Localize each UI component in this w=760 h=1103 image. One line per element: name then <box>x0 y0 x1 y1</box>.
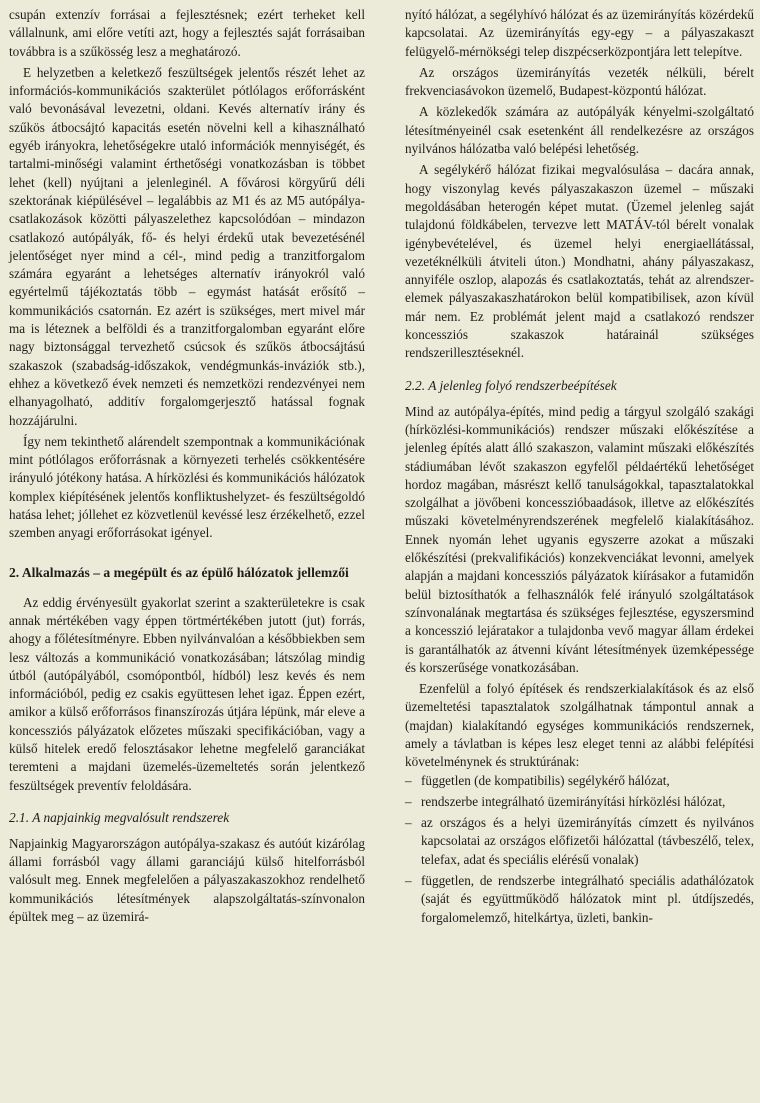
subsection-heading: 2.2. A jelenleg folyó rendszerbeépítések <box>405 377 617 393</box>
list-item <box>405 793 754 811</box>
left-column <box>9 6 365 926</box>
list-dash: – <box>405 772 412 788</box>
paragraph: csupán extenzív forrásai a fejlesztésnek; ezért terheket kell vállalnunk, ami előre vetíti azt, hogy a fejlesztés saját forrásaiban továbbra is a szűkösség lesz a meghatározó. <box>9 7 365 59</box>
paragraph: Ezenfelül a folyó építések és rendszerkialakítások és az első üzemeltetési tapasztalatok szolgálhatnak támpontul annak a (majdan) kialakítandó egységes kommunikációs rendszernek, amely a távlatban is képes lesz eleget tenni az alábbi felépítési követelménynek és struktúrának: <box>405 681 754 770</box>
paragraph: Az eddig érvényesült gyakorlat szerint a szakterületekre is csak annak mértékében vagy éppen törtmértékében jutott (jut) forrás, ahogy a főlétesítményre. Ebben nyilvánvalóan a későbbiekben sem lesz változás a kommunikáció vonatkozásában; látszólag mindig útból (autópályából, csomópontból, hídból) lesz kevés és nem információból, pedig ez csakis együttesen lehet igaz. Éppen ezért, amikor a külső erőforrásos finanszírozás útjára lépünk, már eleve a koncessziós pályázatok előzetes műszaki specifikációban, vagy a külső hitelek eredő felosztásakor lehetne megfelelő garanciákat teremteni a majdani üzemelés-üzemeltetés során jelentkező feszültségek preventív feloldására. <box>9 594 365 793</box>
paragraph: Napjainkig Magyarországon autópálya-szakasz és autóút kizárólag állami forrásból vagy állami garanciájú külső hitelforrásból valósult meg. Ennek megfelelően a pályaszakaszokhoz rendelhető kommunikációs létesítmények alapszolgáltatás-színvonalon épültek meg – az üzemirá- <box>9 835 365 925</box>
paragraph: A közlekedők számára az autópályák kényelmi-szolgáltató létesítményeinél csak esetenként áll rendelkezésre az országos nyilvános hálózatba való belépési lehetőség. <box>405 104 754 157</box>
list-item <box>405 872 754 927</box>
list-item-text: az országos és a helyi üzemirányítás címzett és nyilvános kapcsolatai az országos előfizetői hálózattal (távbeszélő, telex, telefax, adat és speciális elérésű vonalak) <box>421 815 754 867</box>
subsection-heading: 2.1. A napjainkig megvalósult rendszerek <box>9 809 230 825</box>
paragraph: E helyzetben a keletkező feszültségek jelentős részét lehet az információs-kommunikációs szakterület pótlólagos erőforrásként való bevonásával levezetni, oldani. Kevés alternatív irány és szűkös átbocsájtó kapacitás esetén növelni kell a kihasználható egyéb irányokra, lehetőségekre utaló információk mennyiségét, és tartalmi-minőségi valamint érthetőségi vonatkozásban is többet lehet (kell) nyújtani a jelenleginél. A fővárosi körgyűrű déli szektorának kiépülésével – legalábbis az M1 és az M5 autópálya-csatlakozások közötti pályaszelethez kapcsolódóan – mindazon csatlakozó autópályák, fő- és helyi érdekű utak bevezetésénél jelentőséget nyer mind a cél-, mind pedig a tranzitforgalom számára egyaránt a lehetséges alternatív irányokról való egyértelmű tájékoztatás több – egymást hatását erősítő – kommunikációs csatornán. Ez azért is szükséges, mert mivel már ma is léteznek a belföldi és a tranzitforgalomban egyaránt előre nagy biztonsággal tervezhető csúcsok és szűkös átbocsájtású szakaszok (szabadság-időszakok, vendégmunkás-inváziók stb.), ehhez a következő évek nemzeti és nemzetközi rendezvényei nem elhanyagolható, additív forgalomgerjesztő hatással fognak hozzájárulni. <box>9 64 365 428</box>
right-column <box>405 6 754 930</box>
paragraph: Mind az autópálya-építés, mind pedig a tárgyul szolgáló szakági (hírközlési-kommunikációs) rendszer műszaki előkészítése a jelenleg építés alatt álló szakaszon, valamint műszaki előkészítés stádiumában lévőt szakaszon egyfelől példaértékű lehetőséget hordoz magában, másrészt kellő tanulságokkal, tapasztalatokkal szolgálhat a jövőbeni koncesszióbaadások, illetve az előkészítés műszaki követelményrendszerének megfelelő kialakításához. Ennek nyomán lehet ugyanis egyszerre azokat a műszaki előkészítési (prekvalifikációs) konzekvenciákat levonni, amelyek alapján a majdani koncessziós pályázatok kiírásakor a futamidőn belül biztosíthatók a felhasználók felé irányuló szolgáltatások színvonalának megtartása és szükséges fejlesztése, egyszersmind a koncesszió lejáratakor a tulajdonba vevő magyar állam érdekei is garantálhatók az átvenni kívánt létesítmények üzemképessége és korszerűsége vonatkozásában. <box>405 403 754 675</box>
paragraph: Így nem tekinthető alárendelt szempontnak a kommunikációnak mint pótlólagos erőforrásnak a környezeti terhelés csökkentésére irányuló jótékony hatása. A hírközlési és kommunikációs hálózatok komplex kiépítésének jelentős konfliktushelyzet- és feszültségoldó hatása lehet; jóllehet ez közvetlenül kevéssé lesz érzékelhető, ezzel szemben anyagi erőforrásokat igényel. <box>9 433 365 541</box>
paragraph: nyító hálózat, a segélyhívó hálózat és az üzemirányítás közérdekű kapcsolatai. Az üzemirányítás egy-egy – a pályaszakaszt felügyelő-mérnökségi telep diszpécserközpontjára lett telepítve. <box>405 7 754 59</box>
list-item <box>405 772 754 790</box>
paragraph: Az országos üzemirányítás vezeték nélküli, bérelt frekvenciasávokon üzemelő, Budapest-központú hálózat. <box>405 64 754 99</box>
list-dash: – <box>405 793 412 809</box>
list-item-text: rendszerbe integrálható üzemirányítási hírközlési hálózat, <box>421 793 726 809</box>
list-item-text: független (de kompatibilis) segélykérő hálózat, <box>421 772 670 788</box>
list-item-text: független, de rendszerbe integrálható speciális adathálózatok (saját és együttműködő hálózatok mint pl. útdíjszedés, forgalomelemző, hitelkártya, üzleti, bankin- <box>421 873 754 925</box>
list-dash: – <box>405 873 412 889</box>
list-dash: – <box>405 815 412 831</box>
list-item <box>405 814 754 869</box>
requirements-list <box>405 772 754 927</box>
section-heading: 2. Alkalmazás – a megépült és az épülő hálózatok jellemzői <box>9 564 349 580</box>
paragraph: A segélykérő hálózat fizikai megvalósulása – dacára annak, hogy viszonylag kevés pályaszakaszon üzemel – műszaki megoldásában heterogén képet mutat. (Üzemel jelenleg saját tulajdonú földkábelen, tervezve lett MATÁV-tól bérelt vonalak igénybevételével, és üzemel helyi energiaellátással, vezetéknélküli átviteli úton.) Mondhatni, ahány pályaszakasz, annyiféle oszlop, alapozás és csatlakoztatás, tehát az alrendszer-elemek pályaszakaszhatárokon belül kompatibilisek, azon kívül már nem. Ez problémát jelent majd a csatlakozó rendszer koncessziós szakaszok határainál szükséges rendszerillesztéseknél. <box>405 162 754 361</box>
